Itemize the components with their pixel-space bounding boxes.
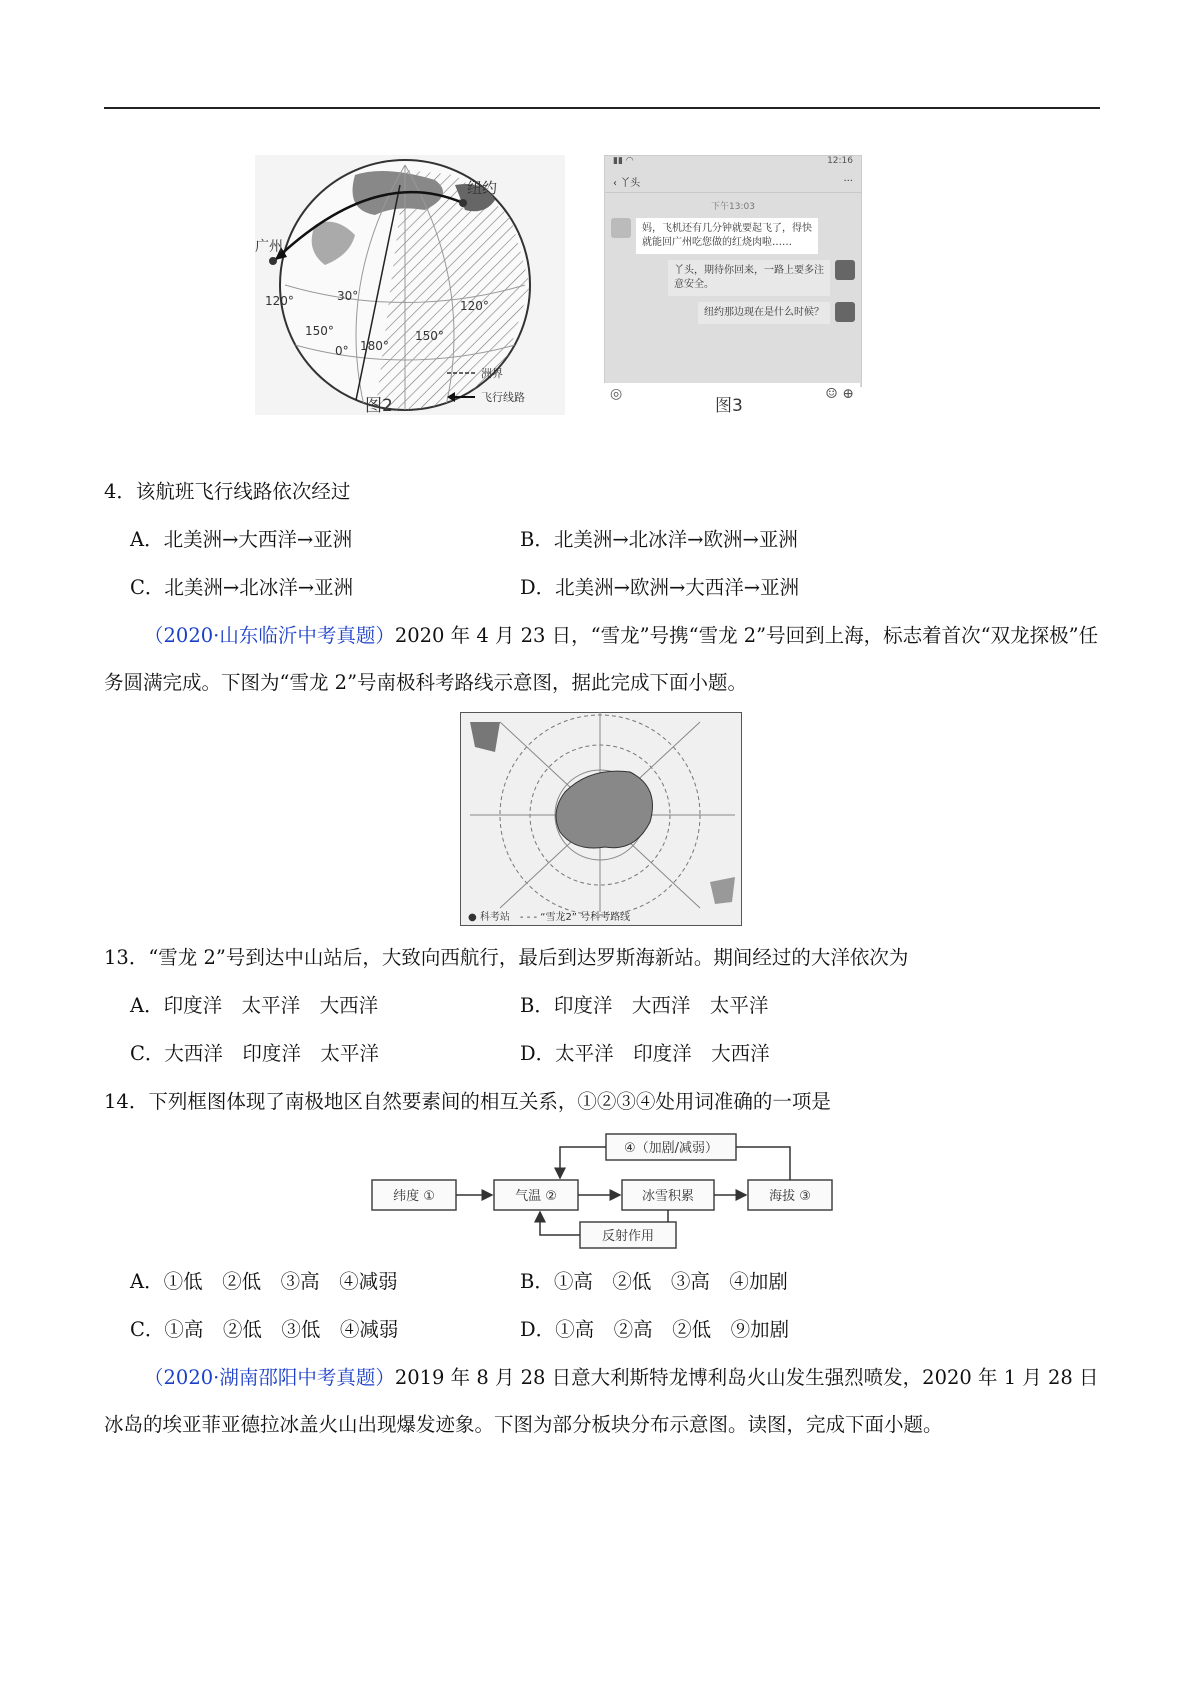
source-shaoyang: （2020·湖南邵阳中考真题） <box>144 1366 395 1389</box>
status-bar <box>605 156 861 170</box>
figure-row <box>0 155 1200 455</box>
intro-shaoyang <box>104 1354 1100 1448</box>
avatar <box>835 260 855 280</box>
msg2-bubble: 丫头，期待你回来，一路上要多注意安全。 <box>668 260 830 296</box>
voice-icon: ◎ <box>610 386 623 402</box>
label-lat30: 30° <box>337 289 359 303</box>
q4-option-d: D．北美洲→欧洲→大西洋→亚洲 <box>520 576 800 599</box>
figure3-caption: 图3 <box>715 396 743 416</box>
label-lon150e: 150° <box>415 329 444 343</box>
header-rule <box>104 107 1100 109</box>
flow-box-latitude: 纬度 ① <box>393 1189 435 1204</box>
chat-timestamp: 下午13:03 <box>711 202 755 212</box>
intro-linyi-text: 2020 年 4 月 23 日，“雪龙”号携“雪龙 2”号回到上海，标志着首次“双龙探极”任务圆满完成。下图为“雪龙 2”号南极科考路线示意图，据此完成下面小题。 <box>104 624 1099 694</box>
label-guangzhou: 广州 <box>255 239 283 255</box>
q14-option-c: C．①高 ②低 ③低 ④减弱 <box>130 1318 399 1341</box>
flow-box-altitude: 海拔 ③ <box>769 1189 811 1204</box>
q13-stem: 13．“雪龙 2”号到达中山站后，大致向西航行，最后到达罗斯海新站。期间经过的大洋依次为 <box>104 946 909 969</box>
q4-stem: 4．该航班飞行线路依次经过 <box>104 480 351 503</box>
label-lon120w: 120° <box>265 294 294 308</box>
label-newyork: 纽约 <box>467 179 498 197</box>
label-lon180: 180° <box>360 339 389 353</box>
q4-option-a: A．北美洲→大西洋→亚洲 <box>130 528 353 551</box>
label-lon0: 0° <box>335 344 349 358</box>
flow-top-label: ④（加剧/减弱） <box>623 1141 719 1156</box>
avatar <box>611 218 631 238</box>
legend-boundary: 洲界 <box>481 367 503 380</box>
label-lon120e: 120° <box>460 299 489 313</box>
chat-msg-outgoing-1 <box>605 260 861 296</box>
msg3-bubble: 纽约那边现在是什么时候？ <box>698 302 830 324</box>
figure3-chat-screenshot <box>604 155 862 387</box>
q4-option-b: B．北美洲→北冰洋→欧洲→亚洲 <box>520 528 798 551</box>
flow-diagram <box>370 1130 850 1252</box>
q14-option-b: B．①高 ②低 ③高 ④加剧 <box>520 1270 788 1293</box>
antarctic-route-map <box>460 712 742 926</box>
intro-linyi <box>104 612 1100 706</box>
figure2-caption: 图2 <box>365 396 393 416</box>
q4-option-c: C．北美洲→北冰洋→亚洲 <box>130 576 354 599</box>
flow-bottom-label: 反射作用 <box>601 1229 655 1244</box>
back-arrow-icon: ‹ <box>613 177 621 189</box>
q14-option-d: D．①高 ②高 ②低 ⑨加剧 <box>520 1318 790 1341</box>
intro-shaoyang-text: 2019 年 8 月 28 日意大利斯特龙博利岛火山发生强烈喷发，2020 年 1 月 28 日冰岛的埃亚菲亚德拉冰盖火山出现爆发迹象。下图为部分板块分布示意图。读图，完成下面小题。 <box>104 1366 1099 1436</box>
flow-box-temperature: 气温 ② <box>515 1189 557 1204</box>
chat-msg-outgoing-2 <box>605 302 861 324</box>
chat-contact-name: 丫头 <box>620 177 641 189</box>
msg1-bubble: 妈，飞机还有几分钟就要起飞了，得快就能回广州吃您做的红烧肉啦…… <box>636 218 818 254</box>
more-icon: ··· <box>843 175 853 187</box>
chat-msg-incoming <box>605 218 861 254</box>
q13-option-a: A．印度洋 太平洋 大西洋 <box>130 994 379 1017</box>
chat-header <box>605 170 861 193</box>
signal-icon: ▮▮ ◠ <box>613 156 634 166</box>
q13-option-b: B．印度洋 大西洋 太平洋 <box>520 994 769 1017</box>
source-linyi: （2020·山东临沂中考真题） <box>144 624 395 647</box>
avatar <box>835 302 855 322</box>
status-time: 12:16 <box>827 156 853 166</box>
q13-option-d: D．太平洋 印度洋 大西洋 <box>520 1042 770 1065</box>
q14-stem: 14．下列框图体现了南极地区自然要素间的相互关系，①②③④处用词准确的一项是 <box>104 1090 831 1113</box>
chat-back <box>613 174 640 189</box>
antarctic-map-legend: ● 科考站 - - - “雪龙2” 号科考路线 <box>468 912 631 923</box>
label-lon150w: 150° <box>305 324 334 338</box>
q14-option-a: A．①低 ②低 ③高 ④减弱 <box>130 1270 398 1293</box>
flow-box-ice: 冰雪积累 <box>641 1189 695 1204</box>
emoji-plus-icons: ☺ ⊕ <box>825 386 854 402</box>
q13-option-c: C．大西洋 印度洋 太平洋 <box>130 1042 379 1065</box>
figure2-legend <box>445 363 565 413</box>
legend-route: 飞行线路 <box>481 391 525 404</box>
